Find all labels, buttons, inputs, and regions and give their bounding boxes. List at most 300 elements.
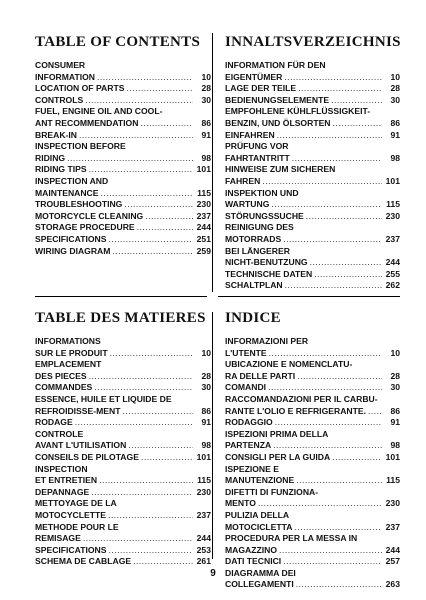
toc-entry — [35, 106, 211, 129]
toc-entry — [35, 429, 211, 452]
dot-leader — [258, 498, 382, 510]
entry-text: UBICAZIONE E NOMENCLATU- — [225, 359, 353, 370]
entry-line — [225, 440, 400, 452]
toc-entry — [225, 556, 400, 568]
entry-text: MOTORRADS — [225, 233, 282, 244]
entry-line — [35, 522, 211, 534]
toc-entry — [35, 199, 211, 211]
toc-entry — [225, 336, 400, 359]
dot-leader — [273, 440, 382, 452]
entry-page-number: 91 — [201, 417, 211, 428]
entry-line — [35, 118, 211, 130]
entry-text: WARTUNG — [225, 199, 270, 210]
entry-text: EINFAHREN — [225, 129, 275, 140]
toc-entry — [225, 211, 400, 223]
entry-page-number: 10 — [390, 347, 400, 358]
toc-entry — [35, 556, 211, 568]
dot-leader — [126, 83, 193, 95]
entry-line — [35, 60, 211, 72]
entry-text: SCHEMA DE CABLAGE — [35, 556, 132, 567]
entry-text: DIAGRAMMA DEI — [225, 567, 296, 578]
dot-leader — [94, 382, 193, 394]
dot-leader — [141, 452, 193, 464]
entry-page-number: 244 — [385, 544, 400, 555]
entry-page-number: 86 — [390, 405, 400, 416]
entry-line — [35, 153, 211, 165]
toc-entry — [35, 487, 211, 499]
entry-line — [225, 72, 400, 84]
dot-leader — [85, 95, 193, 107]
toc-entry — [225, 164, 400, 187]
dot-leader — [296, 579, 382, 591]
entry-line — [35, 371, 211, 383]
entry-text: PULIZIA DELLA — [225, 509, 290, 520]
toc-entry — [35, 222, 211, 234]
entry-line — [35, 487, 211, 499]
entry-page-number: 237 — [196, 210, 211, 221]
entry-line — [225, 498, 400, 510]
entry-line — [35, 359, 211, 371]
section-title: TABLE OF CONTENTS — [35, 34, 201, 50]
toc-entry — [35, 464, 211, 487]
entry-line — [35, 498, 211, 510]
entry-text: RANTE L'OLIO E REFRIGERANTE. — [225, 405, 366, 416]
entry-page-number: 257 — [385, 556, 400, 567]
toc-entry — [35, 498, 211, 521]
entry-line — [35, 382, 211, 394]
entry-line — [225, 141, 400, 153]
entry-page-number: 244 — [196, 533, 211, 544]
dot-leader — [101, 188, 194, 200]
dot-leader — [292, 153, 382, 165]
entry-line — [225, 211, 400, 223]
entry-text: EMPLACEMENT — [35, 359, 102, 370]
toc-entry — [225, 429, 400, 452]
entry-line — [225, 464, 400, 476]
dot-leader — [294, 522, 382, 534]
dot-leader — [310, 257, 382, 269]
entry-line — [225, 130, 400, 142]
dot-leader — [298, 83, 382, 95]
entry-line — [35, 72, 211, 84]
entry-text: INFORMATIONS — [35, 336, 101, 346]
dot-leader — [137, 222, 193, 234]
toc-entry — [225, 510, 400, 533]
section-title: INDICE — [225, 310, 281, 326]
entry-line — [225, 164, 400, 176]
entry-list — [225, 336, 400, 591]
entry-page-number: 251 — [196, 233, 211, 244]
toc-entry — [225, 222, 400, 245]
dot-leader — [279, 545, 382, 557]
entry-text: INSPECTION BEFORE — [35, 141, 126, 152]
entry-text: SCHALTPLAN — [225, 280, 283, 291]
dot-leader — [314, 269, 382, 281]
toc-entry — [35, 394, 211, 417]
dot-leader — [140, 118, 193, 130]
dot-leader — [296, 475, 382, 487]
dot-leader — [110, 348, 193, 360]
dot-leader — [268, 382, 382, 394]
entry-line — [35, 417, 211, 429]
entry-line — [35, 199, 211, 211]
entry-line — [35, 545, 211, 557]
dot-leader — [333, 118, 382, 130]
entry-page-number: 98 — [201, 152, 211, 163]
entry-page-number: 86 — [201, 117, 211, 128]
entry-text: SPECIFICATIONS — [35, 544, 107, 555]
entry-page-number: 115 — [386, 199, 400, 210]
entry-page-number: 28 — [390, 370, 400, 381]
entry-text: CONTROLS — [35, 94, 84, 105]
dot-leader — [97, 72, 193, 84]
entry-line — [225, 406, 400, 418]
entry-line — [225, 246, 400, 258]
entry-text: MAGAZZINO — [225, 544, 278, 555]
entry-page-number: 259 — [196, 245, 211, 256]
dot-leader — [271, 199, 382, 211]
toc-entry — [225, 464, 400, 487]
entry-line — [225, 510, 400, 522]
entry-text: BENZIN, UND ÖLSORTEN — [225, 117, 331, 128]
entry-text: RIDING — [35, 152, 66, 163]
entry-line — [35, 510, 211, 522]
horizontal-divider-left — [35, 296, 207, 297]
entry-text: CONSEILS DE PILOTAGE — [35, 451, 139, 462]
entry-line — [35, 130, 211, 142]
entry-text: MOTOCYCLETTE — [35, 509, 106, 520]
toc-entry — [35, 359, 211, 382]
entry-text: REFROIDISSE-MENT — [35, 405, 121, 416]
entry-line — [35, 141, 211, 153]
entry-line — [35, 95, 211, 107]
entry-page-number: 30 — [390, 382, 400, 393]
entry-page-number: 10 — [201, 347, 211, 358]
entry-page-number: 262 — [385, 280, 400, 291]
dot-leader — [283, 556, 382, 568]
entry-page-number: 115 — [197, 187, 211, 198]
toc-entry — [225, 269, 400, 281]
dot-leader — [89, 371, 193, 383]
entry-line — [225, 222, 400, 234]
entry-line — [35, 246, 211, 258]
toc-entry — [225, 417, 400, 429]
entry-line — [225, 394, 400, 406]
entry-text: RA DELLE PARTI — [225, 370, 296, 381]
entry-line — [35, 533, 211, 545]
entry-line — [35, 464, 211, 476]
entry-text: EMPFOHLENE KÜHLFLÜSSIGKEIT- — [225, 106, 371, 117]
entry-line — [225, 371, 400, 383]
entry-line — [225, 60, 400, 72]
toc-section-german — [225, 33, 400, 292]
entry-page-number: 244 — [385, 257, 400, 268]
toc-entry — [35, 382, 211, 394]
entry-text: CONSIGLI PER LA GUIDA — [225, 451, 331, 462]
entry-text: STORAGE PROCEDURE — [35, 222, 135, 233]
entry-text: NICHT-BENUTZUNG — [225, 257, 308, 268]
dot-leader — [124, 199, 193, 211]
toc-entry — [35, 234, 211, 246]
dot-leader — [275, 417, 382, 429]
entry-text: PRÜFUNG VOR — [225, 141, 289, 152]
entry-text: WIRING DIAGRAM — [35, 245, 111, 256]
entry-line — [35, 222, 211, 234]
entry-text: SUR LE PRODUIT — [35, 347, 108, 358]
toc-entry — [35, 95, 211, 107]
dot-leader — [99, 475, 193, 487]
entry-text: TECHNISCHE DATEN — [225, 268, 313, 279]
entry-text: REMISAGE — [35, 533, 81, 544]
entry-line — [225, 83, 400, 95]
entry-line — [225, 475, 400, 487]
entry-text: MOTORCYCLE CLEANING — [35, 210, 144, 221]
dot-leader — [331, 95, 382, 107]
entry-line — [35, 406, 211, 418]
entry-page-number: 253 — [196, 544, 211, 555]
entry-text: RIDING TIPS — [35, 164, 87, 175]
entry-line — [225, 452, 400, 464]
dot-leader — [128, 440, 193, 452]
entry-text: INFORMATION FÜR DEN — [225, 60, 326, 70]
entry-text: METHODE POUR LE — [35, 521, 119, 532]
entry-line — [225, 359, 400, 371]
entry-line — [225, 176, 400, 188]
toc-entry — [225, 60, 400, 83]
entry-page-number: 10 — [390, 71, 400, 82]
entry-page-number: 28 — [201, 83, 211, 94]
entry-text: ANT RECOMMENDATION — [35, 117, 139, 128]
dot-leader — [108, 234, 193, 246]
toc-entry — [225, 246, 400, 269]
entry-line — [35, 106, 211, 118]
entry-text: SPECIFICATIONS — [35, 233, 107, 244]
entry-text: DATI TECNICI — [225, 556, 282, 567]
toc-entry — [35, 336, 211, 359]
entry-line — [225, 188, 400, 200]
entry-text: AVANT L'UTILISATION — [35, 440, 127, 451]
dot-leader — [67, 153, 193, 165]
toc-section-french — [35, 309, 211, 568]
entry-text: REINIGUNG DES — [225, 222, 294, 233]
toc-entry — [35, 522, 211, 545]
entry-line — [35, 176, 211, 188]
entry-page-number: 255 — [385, 268, 400, 279]
dot-leader — [108, 510, 193, 522]
entry-text: STÖRUNGSSUCHE — [225, 210, 304, 221]
entry-line — [225, 382, 400, 394]
entry-line — [35, 336, 211, 348]
entry-text: INSPECTION AND — [35, 175, 109, 186]
toc-entry — [225, 130, 400, 142]
entry-text: MANUTENZIONE — [225, 475, 295, 486]
entry-line — [35, 556, 211, 568]
entry-text: CONTROLE — [35, 428, 84, 439]
dot-leader — [79, 130, 193, 142]
entry-page-number: 28 — [390, 83, 400, 94]
entry-line — [35, 394, 211, 406]
entry-text: ISPEZIONI PRIMA DELLA — [225, 428, 329, 439]
entry-line — [225, 269, 400, 281]
toc-entry — [35, 545, 211, 557]
entry-line — [35, 348, 211, 360]
entry-page-number: 237 — [385, 521, 400, 532]
entry-page-number: 244 — [196, 222, 211, 233]
entry-line — [225, 234, 400, 246]
entry-line — [225, 95, 400, 107]
entry-text: PARTENZA — [225, 440, 272, 451]
entry-page-number: 230 — [196, 199, 211, 210]
dot-leader — [269, 348, 382, 360]
entry-text: BEI LÄNGERER — [225, 245, 290, 256]
entry-page-number: 30 — [201, 94, 211, 105]
toc-entry — [35, 141, 211, 164]
entry-text: COLLEGAMENTI — [225, 579, 294, 590]
entry-line — [35, 234, 211, 246]
entry-text: COMANDI — [225, 382, 267, 393]
entry-list — [35, 336, 211, 568]
entry-text: INSPEKTION UND — [225, 187, 299, 198]
entry-page-number: 263 — [385, 579, 400, 590]
page-number: 9 — [210, 568, 216, 579]
dot-leader — [112, 246, 193, 258]
toc-section-italian — [225, 309, 400, 591]
entry-text: INFORMATION — [35, 71, 95, 82]
dot-leader — [89, 164, 193, 176]
dot-leader — [306, 211, 382, 223]
entry-line — [225, 533, 400, 545]
dot-leader — [368, 406, 382, 418]
entry-text: PROCEDURA PER LA MESSA IN — [225, 533, 358, 544]
dot-leader — [83, 533, 193, 545]
entry-text: CONSUMER — [35, 60, 86, 70]
entry-text: HINWEISE ZUM SICHEREN — [225, 164, 336, 175]
entry-text: FUEL, ENGINE OIL AND COOL- — [35, 106, 163, 117]
entry-line — [35, 211, 211, 223]
entry-page-number: 230 — [385, 498, 400, 509]
entry-page-number: 230 — [196, 486, 211, 497]
dot-leader — [285, 280, 382, 292]
entry-line — [35, 429, 211, 441]
entry-text: FAHRTANTRITT — [225, 152, 290, 163]
entry-list — [225, 60, 400, 292]
entry-text: ISPEZIONE E — [225, 463, 279, 474]
entry-page-number: 115 — [197, 475, 211, 486]
entry-page-number: 237 — [385, 233, 400, 244]
entry-page-number: 101 — [196, 164, 211, 175]
entry-text: LOCATION OF PARTS — [35, 83, 125, 94]
entry-text: INSPECTION — [35, 463, 88, 474]
entry-page-number: 101 — [385, 451, 400, 462]
entry-page-number: 101 — [385, 175, 400, 186]
toc-entry — [225, 141, 400, 164]
entry-page-number: 30 — [390, 94, 400, 105]
toc-entry — [35, 176, 211, 199]
entry-text: DES PIECES — [35, 370, 87, 381]
section-title: INNALTSVERZEICHNIS — [225, 34, 401, 50]
dot-leader — [145, 211, 193, 223]
entry-line — [225, 417, 400, 429]
dot-leader — [277, 130, 382, 142]
entry-page-number: 86 — [390, 117, 400, 128]
entry-list — [35, 60, 211, 257]
toc-entry — [35, 417, 211, 429]
entry-text: ET ENTRETIEN — [35, 475, 98, 486]
entry-line — [225, 429, 400, 441]
entry-line — [35, 452, 211, 464]
entry-line — [225, 106, 400, 118]
entry-page-number: 91 — [201, 129, 211, 140]
entry-page-number: 91 — [390, 129, 400, 140]
entry-line — [35, 188, 211, 200]
entry-text: COMMANDES — [35, 382, 93, 393]
toc-entry — [35, 211, 211, 223]
entry-page-number: 98 — [201, 440, 211, 451]
entry-text: DIFETTI DI FUNZIONA- — [225, 486, 319, 497]
dot-leader — [133, 556, 193, 568]
entry-text: METTOYAGE DE LA — [35, 498, 117, 509]
dot-leader — [75, 417, 193, 429]
entry-page-number: 91 — [390, 417, 400, 428]
entry-line — [225, 579, 400, 591]
entry-text: BEDIENUNGSELEMENTE — [225, 94, 330, 105]
entry-page-number: 115 — [386, 475, 400, 486]
entry-page-number: 98 — [390, 440, 400, 451]
entry-page-number: 86 — [201, 405, 211, 416]
entry-page-number: 101 — [196, 451, 211, 462]
entry-line — [225, 487, 400, 499]
toc-section-english — [35, 33, 211, 257]
vertical-divider-top — [212, 33, 213, 292]
entry-page-number: 10 — [201, 71, 211, 82]
dot-leader — [297, 371, 382, 383]
dot-leader — [332, 452, 382, 464]
entry-page-number: 261 — [196, 556, 211, 567]
entry-text: RACCOMANDAZIONI PER IL CARBU- — [225, 393, 378, 404]
entry-text: RODAGE — [35, 417, 73, 428]
entry-line — [225, 280, 400, 292]
toc-entry — [225, 106, 400, 129]
entry-page-number: 30 — [201, 382, 211, 393]
toc-entry — [35, 246, 211, 258]
horizontal-divider-right — [218, 296, 400, 297]
entry-line — [225, 545, 400, 557]
toc-entry — [225, 95, 400, 107]
toc-entry — [225, 487, 400, 510]
dot-leader — [283, 234, 382, 246]
entry-text: EIGENTÜMER — [225, 71, 283, 82]
toc-entry — [225, 83, 400, 95]
entry-line — [35, 83, 211, 95]
section-title: TABLE DES MATIERES — [35, 310, 206, 326]
toc-entry — [35, 130, 211, 142]
entry-text: FAHREN — [225, 175, 261, 186]
toc-entry — [225, 359, 400, 382]
entry-text: L'UTENTE — [225, 347, 267, 358]
toc-entry — [225, 188, 400, 211]
toc-entry — [225, 533, 400, 556]
entry-line — [35, 475, 211, 487]
entry-line — [225, 257, 400, 269]
dot-leader — [262, 176, 382, 188]
dot-leader — [284, 72, 382, 84]
entry-line — [225, 153, 400, 165]
toc-entry — [35, 452, 211, 464]
entry-page-number: 230 — [385, 210, 400, 221]
entry-line — [225, 336, 400, 348]
entry-text: INFORMAZIONI PER — [225, 336, 309, 346]
entry-text: MENTO — [225, 498, 256, 509]
